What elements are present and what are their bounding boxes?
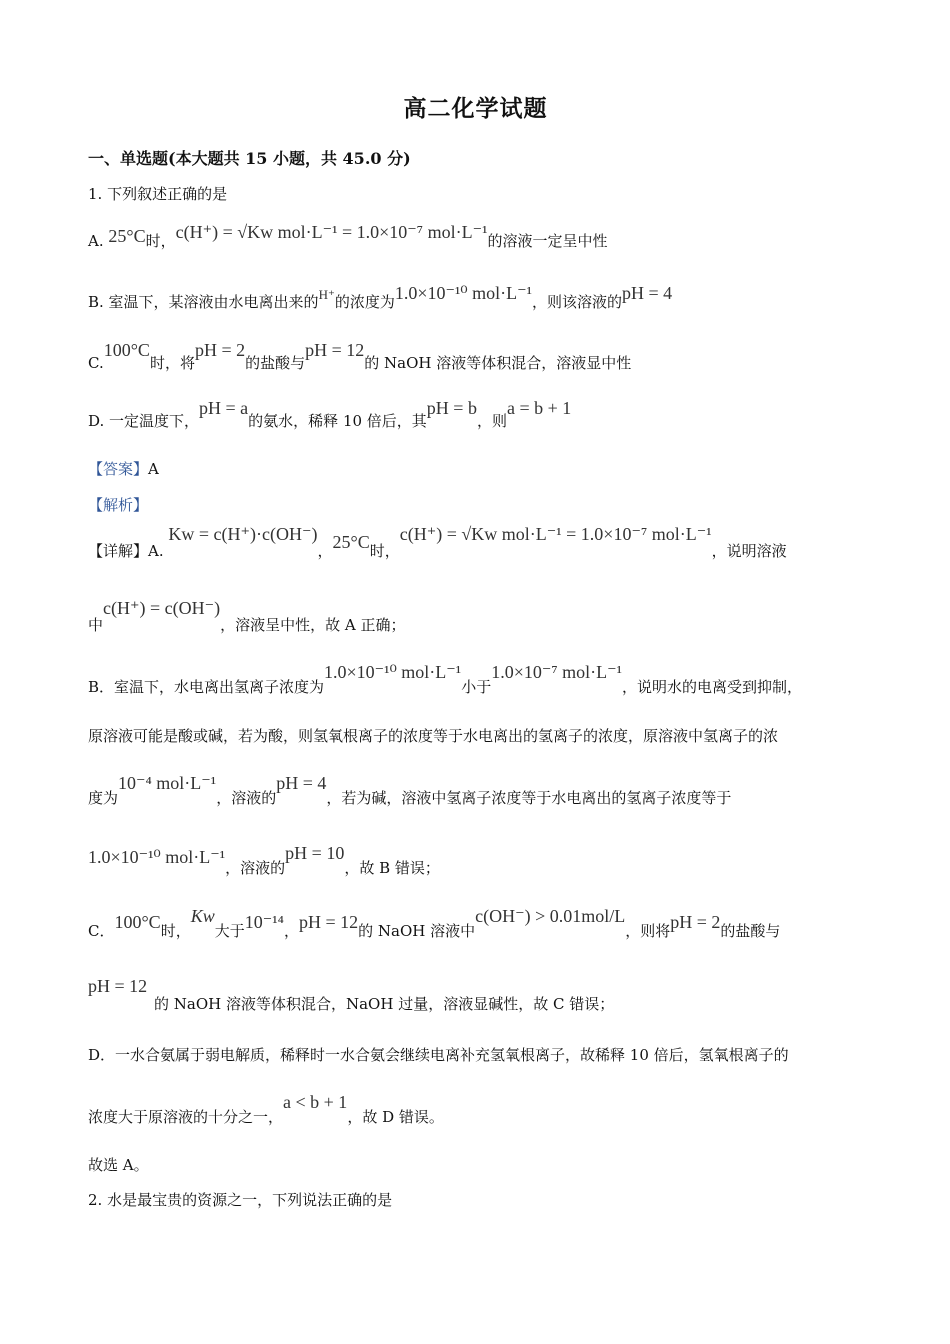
detail-temperature: 25°C [332, 532, 370, 552]
detail-7-mid2: 大于 [214, 922, 245, 940]
option-a-formula: c(H⁺) = √Kw mol·L⁻¹ = 1.0×10⁻⁷ mol·L⁻¹ [175, 222, 488, 242]
option-b-ion: H⁺ [318, 287, 335, 302]
detail-h-formula: c(H⁺) = √Kw mol·L⁻¹ = 1.0×10⁻⁷ mol·L⁻¹ [399, 524, 712, 544]
question-1-option-d [88, 398, 572, 430]
detail-5-tail: ，若为碱，溶液中氢离子浓度等于水电离出的氢离子浓度等于 [326, 789, 732, 807]
detail-6-ph: pH = 10 [285, 843, 345, 863]
detail-6-mid: ，溶液的 [225, 859, 286, 877]
question-2-stem: 2. 水是最宝贵的资源之一，下列说法正确的是 [88, 1191, 393, 1209]
detail-7-ph: pH = 12 [298, 912, 359, 932]
option-b-ph: pH = 4 [622, 283, 673, 303]
option-c-ph-acid: pH = 2 [194, 340, 246, 360]
detail-kw-expression: Kw = c(H⁺)·c(OH⁻) [168, 524, 318, 544]
detail-6-tail: ，故 B 错误； [344, 859, 440, 877]
option-c-temperature: 100°C [103, 340, 150, 360]
detail-line-5 [88, 773, 732, 807]
option-b-text: B. 室温下，某溶液由水电离出来的 [88, 293, 319, 311]
detail-line-7 [88, 906, 781, 940]
detail-7-value: 10⁻¹⁴ [244, 912, 284, 932]
option-b-text-mid: 的浓度为 [334, 293, 395, 311]
option-c-text: 时，将 [149, 354, 195, 372]
detail-7-tail: 的盐酸与 [720, 922, 781, 940]
detail-7-sep: ， [283, 922, 299, 940]
answer-value: A [148, 460, 159, 478]
option-d-relation: a = b + 1 [506, 398, 572, 418]
detail-line-10 [88, 1092, 444, 1126]
option-d-ph-b: pH = b [426, 398, 477, 418]
detail-line-1 [88, 524, 787, 560]
detail-line-9: D．一水合氨属于弱电解质，稀释时一水合氨会继续电离补充氢氧根离子，故稀释 10 倍后，氢氧根离子的 [88, 1046, 789, 1064]
detail-7-oh-conc: c(OH⁻) > 0.01mol/L [475, 906, 626, 926]
option-c-label: C. [88, 354, 104, 372]
detail-7-temperature: 100°C [114, 912, 161, 932]
detail-7-ph2: pH = 2 [670, 912, 721, 932]
option-d-text: D. 一定温度下， [88, 412, 200, 430]
question-1-option-a [88, 222, 608, 250]
page-title: 高二化学试题 [403, 95, 548, 122]
option-c-text-mid: 的盐酸与 [245, 354, 306, 372]
detail-2-tail: ，溶液呈中性，故 A 正确； [220, 616, 406, 634]
detail-7-mid4: ，则将 [625, 922, 671, 940]
section-heading: 一、单选题(本大题共 15 小题，共 45.0 分) [88, 149, 411, 168]
detail-line-6 [88, 843, 440, 877]
option-c-ph-base: pH = 12 [305, 340, 365, 360]
question-1-option-b [88, 283, 673, 311]
detail-3-prefix: B．室温下，水电离出氢离子浓度为 [88, 678, 325, 696]
option-d-text-mid2: ，则 [476, 412, 507, 430]
detail-10-prefix: 浓度大于原溶液的十分之一， [88, 1108, 284, 1126]
detail-sep: ， [317, 542, 333, 560]
detail-text: 时， [369, 542, 400, 560]
detail-5-mid: ，溶液的 [216, 789, 277, 807]
detail-line-4: 原溶液可能是酸或碱，若为酸，则氢氧根离子的浓度等于水电离出的氢离子的浓度，原溶液中氢离子的浓 [88, 727, 779, 745]
detail-3-tail: ，说明水的电离受到抑制， [622, 678, 803, 696]
detail-7-mid3: 的 NaOH 溶液中 [358, 922, 476, 940]
detail-10-relation: a < b + 1 [283, 1092, 348, 1112]
option-b-concentration: 1.0×10⁻¹⁰ mol·L⁻¹ [394, 283, 532, 303]
detail-3-conc-2: 1.0×10⁻⁷ mol·L⁻¹ [491, 662, 623, 682]
detail-6-conc: 1.0×10⁻¹⁰ mol·L⁻¹ [88, 847, 226, 867]
detail-line-3 [88, 662, 803, 696]
option-a-label: A. [88, 232, 109, 250]
detail-text-tail: ，说明溶液 [711, 542, 787, 560]
answer-label: 【答案】 [88, 460, 149, 478]
detail-2-prefix: 中 [88, 616, 104, 634]
detail-a-prefix: 【详解】A. [88, 542, 164, 560]
detail-line-8 [88, 976, 615, 1022]
detail-10-tail: ，故 D 错误。 [347, 1108, 444, 1126]
answer-line [88, 458, 159, 479]
conclusion-line: 故选 A。 [88, 1156, 149, 1174]
detail-3-mid: 小于 [461, 678, 492, 696]
option-d-ph-a: pH = a [199, 398, 249, 418]
detail-5-conc: 10⁻⁴ mol·L⁻¹ [118, 773, 217, 793]
detail-7-prefix: C． [88, 922, 115, 940]
option-d-text-mid: 的氨水，稀释 10 倍后，其 [248, 412, 427, 430]
question-1-option-c [88, 340, 632, 372]
detail-3-conc-1: 1.0×10⁻¹⁰ mol·L⁻¹ [324, 662, 462, 682]
question-1-stem: 1. 下列叙述正确的是 [88, 185, 228, 203]
option-b-text-mid2: ，则该溶液的 [531, 293, 622, 311]
detail-5-ph: pH = 4 [276, 773, 327, 793]
option-a-text-tail: 的溶液一定呈中性 [487, 232, 608, 250]
option-a-temperature: 25°C [108, 226, 146, 246]
analysis-label: 【解析】 [88, 496, 149, 514]
option-c-text-tail: 的 NaOH 溶液等体积混合，溶液显中性 [364, 354, 632, 372]
detail-8-ph: pH = 12 [88, 976, 148, 996]
detail-2-formula: c(H⁺) = c(OH⁻) [103, 598, 221, 618]
detail-line-2 [88, 598, 406, 634]
detail-7-mid: 时， [160, 922, 191, 940]
detail-8-tail: 的 NaOH 溶液等体积混合，NaOH 过量，溶液显碱性，故 C 错误； [154, 995, 615, 1013]
detail-5-prefix: 度为 [88, 789, 119, 807]
option-a-text: 时， [145, 232, 176, 250]
detail-7-kw: Kw [190, 906, 215, 926]
